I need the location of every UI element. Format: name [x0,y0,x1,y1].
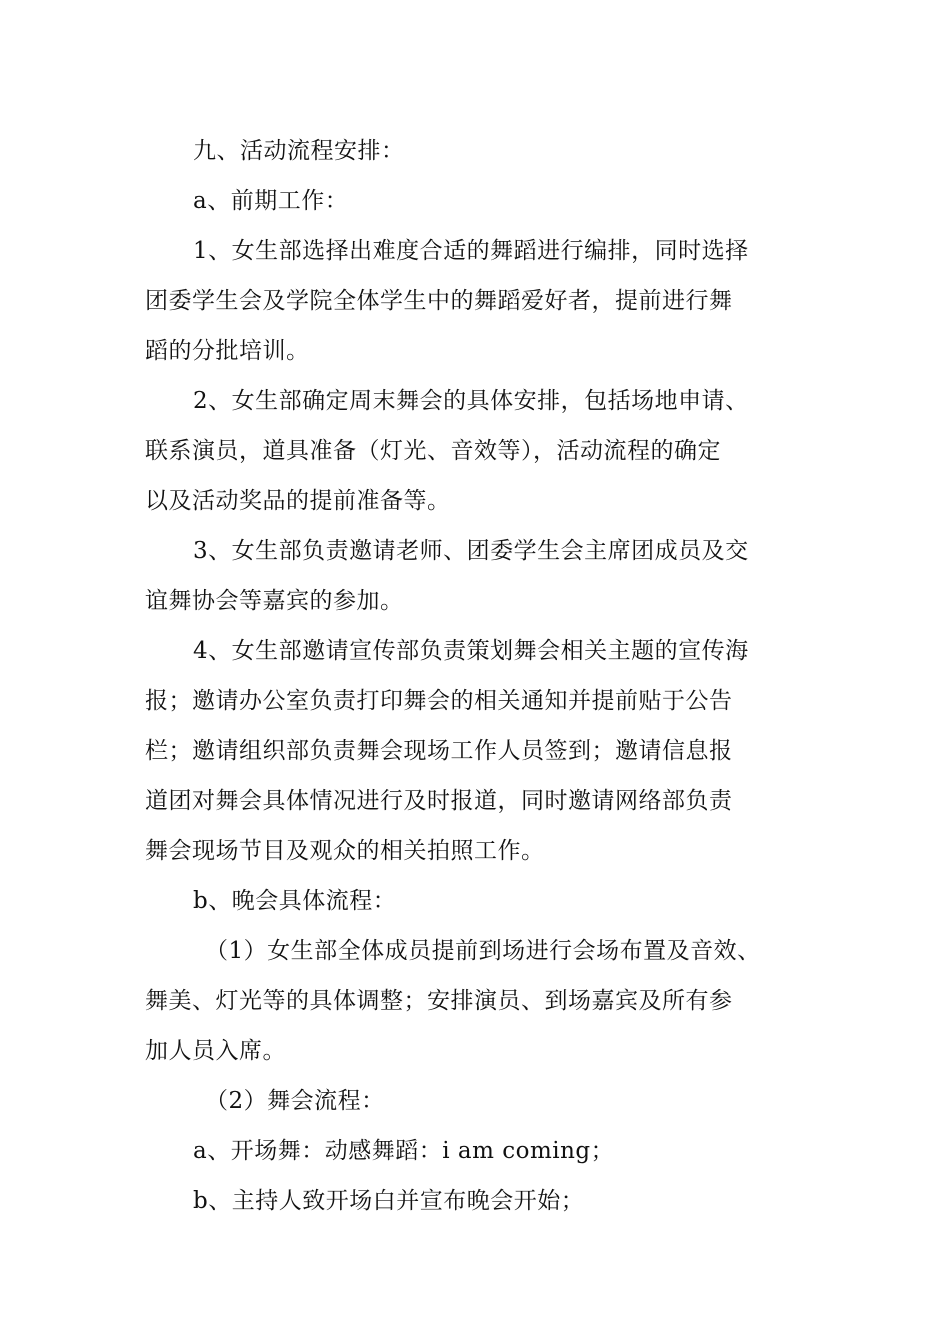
list-item: a、开场舞：动感舞蹈：i am coming； [193,1138,615,1164]
subsection-heading: a、前期工作： [193,188,349,214]
paragraph-line: 联系演员，道具准备（灯光、音效等），活动流程的确定 [145,438,721,464]
subsection-heading: b、晚会具体流程： [193,888,397,914]
paragraph-line: 2、女生部确定周末舞会的具体安排，包括场地申请、 [193,388,749,414]
paragraph-line: 蹈的分批培训。 [145,338,310,364]
paragraph-line: 谊舞协会等嘉宾的参加。 [145,588,404,614]
paragraph-line: 道团对舞会具体情况进行及时报道，同时邀请网络部负责 [145,788,733,814]
paragraph-line: 以及活动奖品的提前准备等。 [145,488,451,514]
paragraph-line: 4、女生部邀请宣传部负责策划舞会相关主题的宣传海 [193,638,749,664]
document-body [145,126,810,1226]
section-heading: 九、活动流程安排： [193,138,405,164]
list-item: b、主持人致开场白并宣布晚会开始； [193,1188,585,1214]
paragraph-line: 栏；邀请组织部负责舞会现场工作人员签到；邀请信息报 [145,738,733,764]
paragraph-line: 3、女生部负责邀请老师、团委学生会主席团成员及交 [193,538,749,564]
paragraph-line: 团委学生会及学院全体学生中的舞蹈爱好者，提前进行舞 [145,288,733,314]
paragraph-line: （1）女生部全体成员提前到场进行会场布置及音效、 [205,938,761,964]
paragraph-line: 报；邀请办公室负责打印舞会的相关通知并提前贴于公告 [145,688,733,714]
paragraph-line: 舞美、灯光等的具体调整；安排演员、到场嘉宾及所有参 [145,988,733,1014]
paragraph-line: 舞会现场节目及观众的相关拍照工作。 [145,838,545,864]
paragraph-line: 加人员入席。 [145,1038,286,1064]
list-heading: （2）舞会流程： [205,1088,385,1114]
paragraph-line: 1、女生部选择出难度合适的舞蹈进行编排，同时选择 [193,238,749,264]
